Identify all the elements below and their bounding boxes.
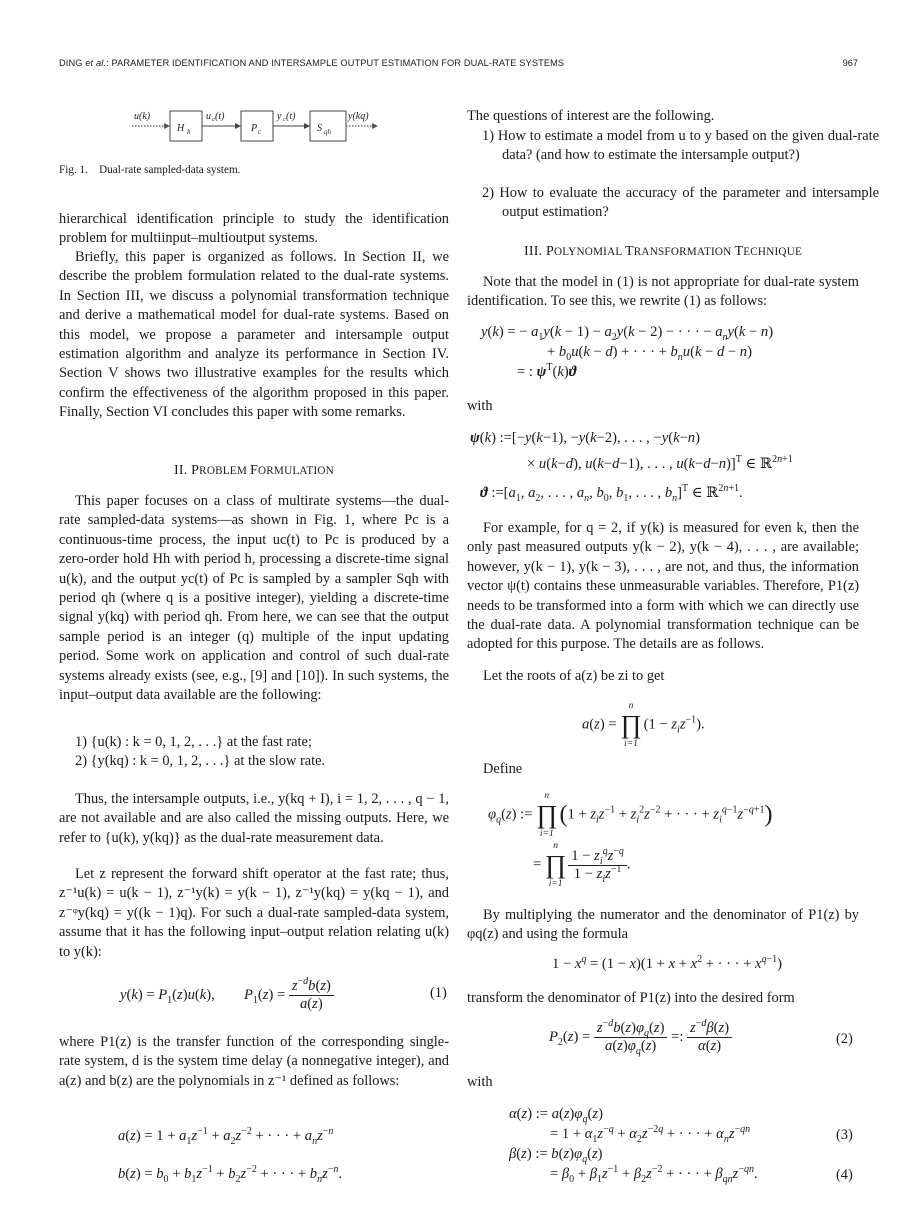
signal-label-yc: y bbox=[277, 111, 282, 122]
svg-text:S: S bbox=[317, 123, 322, 134]
svg-text:c: c bbox=[258, 128, 262, 136]
svg-text:(t): (t) bbox=[215, 111, 225, 122]
figure-1-diagram bbox=[130, 103, 380, 153]
equation-b-polynomial: $b(z) = b_0 + b_1z^{-1} + b_2z^{-2}$ + · · · + $b_nz^{-n}$. bbox=[118, 1164, 343, 1185]
equation-theta: ϑ $:=[a_1$, $a_2$, . . . , $a_n$, $b_0$, $b_1$, . . . , $b_n]^T$ ∈ ℝ$^{2n+1}$. bbox=[480, 483, 743, 504]
section-3-heading: III. POLYNOMIAL TRANSFORMATION TECHNIQUE bbox=[523, 244, 803, 259]
equation-geometric-formula: $1 - x^q = (1 - x)(1 + x + x^2$ + · · · + $x^{q-1}$) bbox=[552, 954, 782, 972]
left-paragraph-4: Thus, the intersample outputs, i.e., y(kq + I), i = 1, 2, . . . , q − 1, are not available and are also called the missing outputs. Here, we refer to {u(k), y(kq)} as the dual-rate measurement data. bbox=[59, 791, 449, 846]
left-paragraph-2: Briefly, this paper is organized as follows. In Section II, we describe the problem formulation related to the dual-rate systems. In Section III, we discuss a polynomial transformation technique and derive a mathematical model for dual-rate systems. Based on this model, we propose a parameter and intersample output estimation algorithm and analyze its performance in Section IV. Section V shows two illustrative examples for the results which confirm the effectiveness of the algorithm proposed in this paper. Finally, Section VI concludes this paper with some remarks. bbox=[59, 249, 449, 421]
equation-psi-line-2: × u(k−d), u(k−d−1), . . . , u(k−d−n)]$^T$ ∈ ℝ$^{2n+1}$ bbox=[527, 454, 793, 472]
equation-beta-line-1: β(z) := $b(z)\varphi_q(z)$ bbox=[509, 1146, 603, 1165]
signal-label-uc: u bbox=[206, 111, 211, 122]
equation-2-number: (2) bbox=[836, 1031, 853, 1047]
question-1: 1) How to estimate a model from u to y based on the given dual-rate data? (and how to estimate the intersample output?) bbox=[482, 128, 879, 164]
equation-regression-line-3: = : $\psi^T(k)ϑ$ bbox=[517, 362, 577, 380]
with-label-2: with bbox=[467, 1074, 493, 1090]
right-paragraph-3: Let the roots of a(z) be zi to get bbox=[483, 668, 665, 684]
right-paragraph-4: By multiplying the numerator and the denominator of P1(z) by φq(z) and using the formula bbox=[467, 907, 859, 943]
left-paragraph-6: where P1(z) is the transfer function of the corresponding single-rate system, d is the system time delay (a nonnegative integer), and a(z) and b(z) are the polynomials in z⁻¹ defined as follows: bbox=[59, 1034, 449, 1089]
data-list-item-1: 1) {u(k) : k = 0, 1, 2, . . .} at the fast rate; bbox=[75, 734, 312, 750]
left-paragraph-5: Let z represent the forward shift operator at the fast rate; thus, z⁻¹u(k) = u(k − 1), z⁻¹y(k) = y(k − 1), z⁻¹y(kq) = y(kq − 1), and z⁻ᵠy(kq) = y((k − 1)q). For such a dual-rate sampled-data system, assume that it has the following input–output relation relating u(k) to y(k): bbox=[59, 866, 449, 960]
figure-caption: Fig. 1. Dual-rate sampled-data system. bbox=[59, 164, 241, 176]
block-Hh bbox=[170, 111, 202, 141]
define-label: Define bbox=[483, 761, 523, 777]
svg-text:h: h bbox=[187, 128, 191, 136]
questions-intro: The questions of interest are the following. bbox=[467, 108, 715, 124]
svg-text:c: c bbox=[212, 117, 215, 123]
right-paragraph-5: transform the denominator of P1(z) into the desired form bbox=[467, 990, 795, 1006]
data-list-item-2: 2) {y(kq) : k = 0, 1, 2, . . .} at the slow rate. bbox=[75, 753, 326, 769]
equation-3-number: (3) bbox=[836, 1127, 853, 1143]
equation-alpha-line-1: α(z) := $a(z)\varphi_q(z)$ bbox=[509, 1106, 603, 1125]
svg-text:c: c bbox=[283, 117, 286, 123]
equation-regression-line-1: y(k) = − $a_1y(k - 1) - a_2y(k - 2)$ − · · · − $a_ny(k - n)$ bbox=[481, 324, 774, 343]
equation-psi-line-1: ψ(k) :=[−y(k−1), −y(k−2), . . . , −y(k−n) bbox=[470, 430, 700, 446]
left-paragraph-3: This paper focuses on a class of multirate systems—the dual-rate sampled-data systems—as shown in Fig. 1, where Pc is a continuous-time process, the input uc(t) to Pc is produced by a zero-order hold Hh with period h, processing a discrete-time signal u(k), and the output yc(t) of Pc is sampled by a sampler Sqh with period qh (where q is a positive integer), yielding a discrete-time signal y(kq) with period qh. From here, we can see that the output sample period is an integer (q) multiple of the input updating period. Some work on application and control of such dual-rate systems already exists (see, e.g., [9] and [10]). In such systems, the input–output data available are the following: bbox=[59, 493, 449, 704]
section-2-heading: II. PROBLEM FORMULATION bbox=[174, 463, 334, 478]
equation-1-number: (1) bbox=[430, 985, 447, 1001]
page-number: 967 bbox=[842, 58, 858, 68]
svg-text:qh: qh bbox=[324, 128, 331, 136]
signal-label-u: u(k) bbox=[134, 111, 151, 122]
equation-1: $y(k) = P_1(z)u(k)$, $P_1(z)$ = $\frac{z^{-d}b(z)}{a(z)}$ bbox=[120, 978, 334, 1013]
left-paragraph-1: hierarchical identification principle to study the identification problem for multiinput–multioutput systems. bbox=[59, 211, 449, 247]
equation-2: $P_2(z)$ = $\frac{z^{-d}b(z)\varphi_q(z)}{a(z)\varphi_q(z)}$ =: $\frac{z^{-d}\beta(z)}{\alpha(z)}$ bbox=[549, 1020, 732, 1055]
equation-a-factored: a(z) = n ∏ i=1 $(1 - z_iz^{-1})$. bbox=[582, 701, 705, 749]
signal-label-ykq: y(kq) bbox=[348, 111, 369, 122]
equation-regression-line-2: + $b_0u(k - d)$ + · · · + $b_nu(k - d - n)$ bbox=[547, 344, 752, 363]
block-Sqh bbox=[310, 111, 346, 141]
svg-text:P: P bbox=[251, 123, 258, 134]
equation-beta-line-2: = $\beta_0 + \beta_1z^{-1} + \beta_2z^{-2}$ + · · · + $\beta_{qn}z^{-qn}$. bbox=[550, 1164, 758, 1185]
svg-text:H: H bbox=[177, 123, 185, 134]
running-header: DING et al.: PARAMETER IDENTIFICATION AND INTERSAMPLE OUTPUT ESTIMATION FOR DUAL-RATE SYSTEMS bbox=[59, 58, 565, 68]
equation-phi-line-1: $\varphi_q(z)$ := n ∏ i=1 ($1 + z_iz^{-1} + z_i^2z^{-2}$ + · · · + $z_i^{q-1}z^{-q+1}$) bbox=[488, 791, 773, 839]
svg-text:(t): (t) bbox=[286, 111, 296, 122]
equation-alpha-line-2: = $1 + \alpha_1z^{-q} + \alpha_2z^{-2q}$ + · · · + $\alpha_nz^{-qn}$ bbox=[550, 1124, 751, 1145]
equation-a-polynomial: $a(z) = 1 + a_1z^{-1} + a_2z^{-2}$ + · · · + $a_nz^{-n}$ bbox=[118, 1126, 334, 1147]
equation-phi-line-2: = n ∏ i=1 $\frac{1 - z_i^qz^{-q}}{1 - z_iz^{-1}}$ . bbox=[533, 841, 631, 889]
right-paragraph-2: For example, for q = 2, if y(k) is measured for even k, then the only past measured outputs y(k − 2), y(k − 4), . . . , are available; however, y(k − 1), y(k − 3), . . . , are not, and thus, the information vector ψ(t) contains these unmeasurable variables. Therefore, P1(z) needs to be transformed into a form with which we can directly use the dual-rate data. A polynomial transformation technique can be adopted for this purpose. The details are as follows. bbox=[467, 520, 859, 653]
right-paragraph-1: Note that the model in (1) is not appropriate for dual-rate system identification. To see this, we rewrite (1) as follows: bbox=[467, 274, 859, 310]
equation-4-number: (4) bbox=[836, 1167, 853, 1183]
with-label-1: with bbox=[467, 398, 493, 414]
question-2: 2) How to evaluate the accuracy of the parameter and intersample output estimation? bbox=[482, 185, 879, 221]
